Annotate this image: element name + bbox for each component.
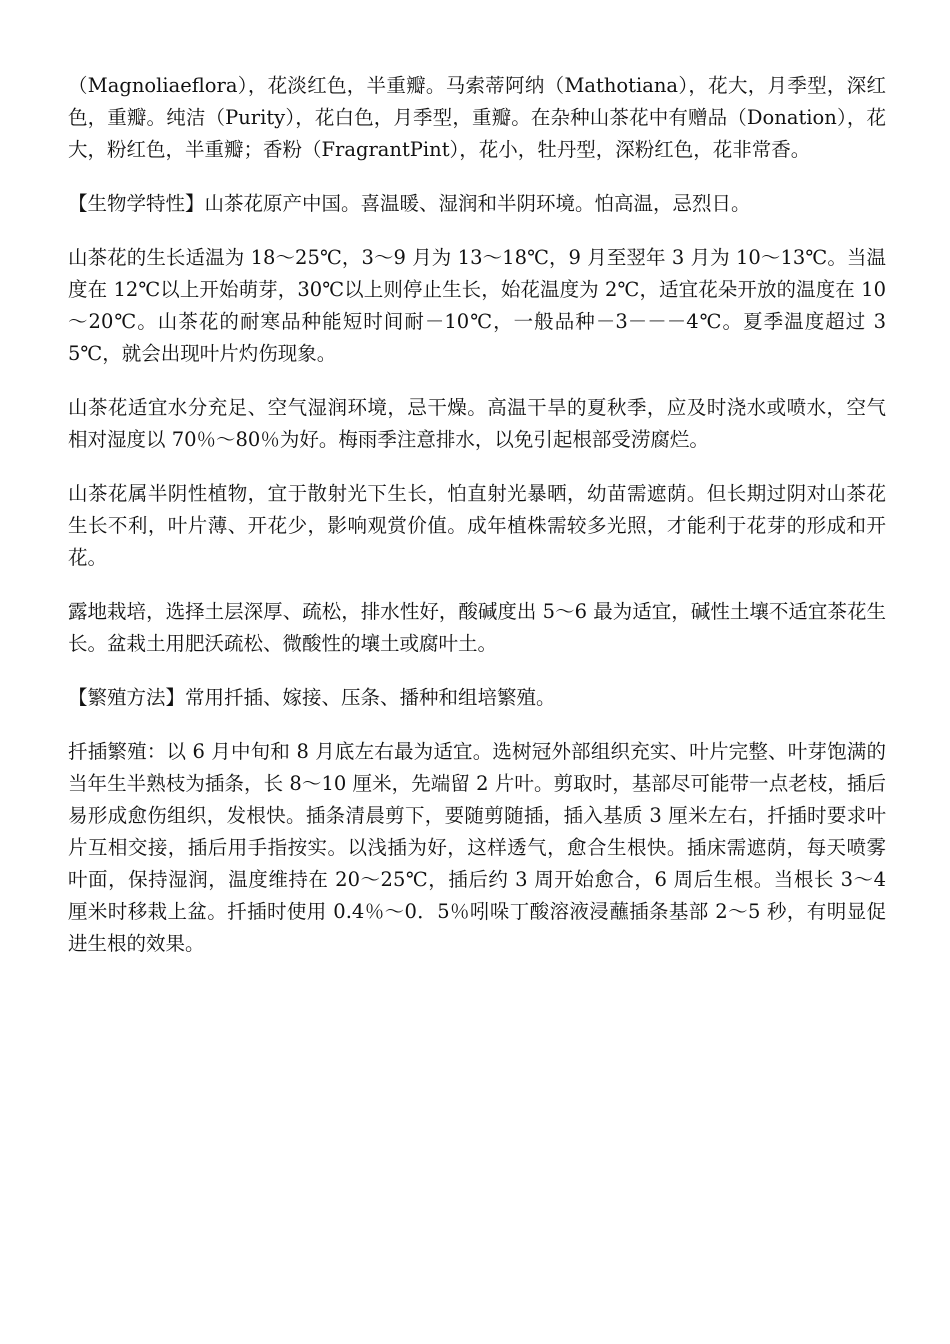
paragraph-light: 山茶花属半阴性植物，宜于散射光下生长，怕直射光暴晒，幼苗需遮荫。但长期过阴对山茶花生长不利，叶片薄、开花少，影响观赏价值。成年植株需较多光照，才能利于花芽的形成和开花。 xyxy=(68,482,886,569)
paragraph-cultivar-list: （Magnoliaeflora），花淡红色，半重瓣。马索蒂阿纳（Mathotiana），花大，月季型，深红色，重瓣。纯洁（Purity），花白色，月季型，重瓣。在杂种山茶花中有赠品（Donation），花大，粉红色，半重瓣；香粉（FragrantPint），花小，牡丹型，深粉红色，花非常香。 xyxy=(68,74,886,161)
paragraph-propagation-heading: 【繁殖方法】常用扦插、嫁接、压条、播种和组培繁殖。 xyxy=(68,686,556,709)
paragraph-biological-traits-heading: 【生物学特性】山茶花原产中国。喜温暖、湿润和半阴环境。怕高温，忌烈日。 xyxy=(68,192,751,215)
paragraph-cutting-propagation: 扦插繁殖：以 6 月中旬和 8 月底左右最为适宜。选树冠外部组织充实、叶片完整、叶芽饱满的当年生半熟枝为插条，长 8～10 厘米，先端留 2 片叶。剪取时，基部尽可能带一点老枝，插后易形成愈伤组织，发根快。插条清晨剪下，要随剪随插，插入基质 3 厘米左右，扦插时要求叶片互相交接，插后用手指按实。以浅插为好，这样透气，愈合生根快。插床需遮荫，每天喷雾叶面，保持湿润，温度维持在 20～25℃，插后约 3 周开始愈合，6 周后生根。当根长 3～4 厘米时移栽上盆。扦插时使用 0.4％～0．5％吲哚丁酸溶液浸蘸插条基部 2～5 秒，有明显促进生根的效果。 xyxy=(68,740,886,955)
document-body xyxy=(68,70,886,960)
paragraph-water-humidity: 山茶花适宜水分充足、空气湿润环境，忌干燥。高温干旱的夏秋季，应及时浇水或喷水，空气相对湿度以 70％～80％为好。梅雨季注意排水，以免引起根部受涝腐烂。 xyxy=(68,396,886,451)
paragraph-temperature: 山茶花的生长适温为 18～25℃，3～9 月为 13～18℃，9 月至翌年 3 月为 10～13℃。当温度在 12℃以上开始萌芽，30℃以上则停止生长，始花温度为 2℃，适宜花朵开放的温度在 10～20℃。山茶花的耐寒品种能短时间耐－10℃，一般品种－3－－－4℃。夏季温度超过 35℃，就会出现叶片灼伤现象。 xyxy=(68,246,886,365)
paragraph-soil: 露地栽培，选择土层深厚、疏松，排水性好，酸碱度出 5～6 最为适宜，碱性土壤不适宜茶花生长。盆栽土用肥沃疏松、微酸性的壤土或腐叶土。 xyxy=(68,600,886,655)
